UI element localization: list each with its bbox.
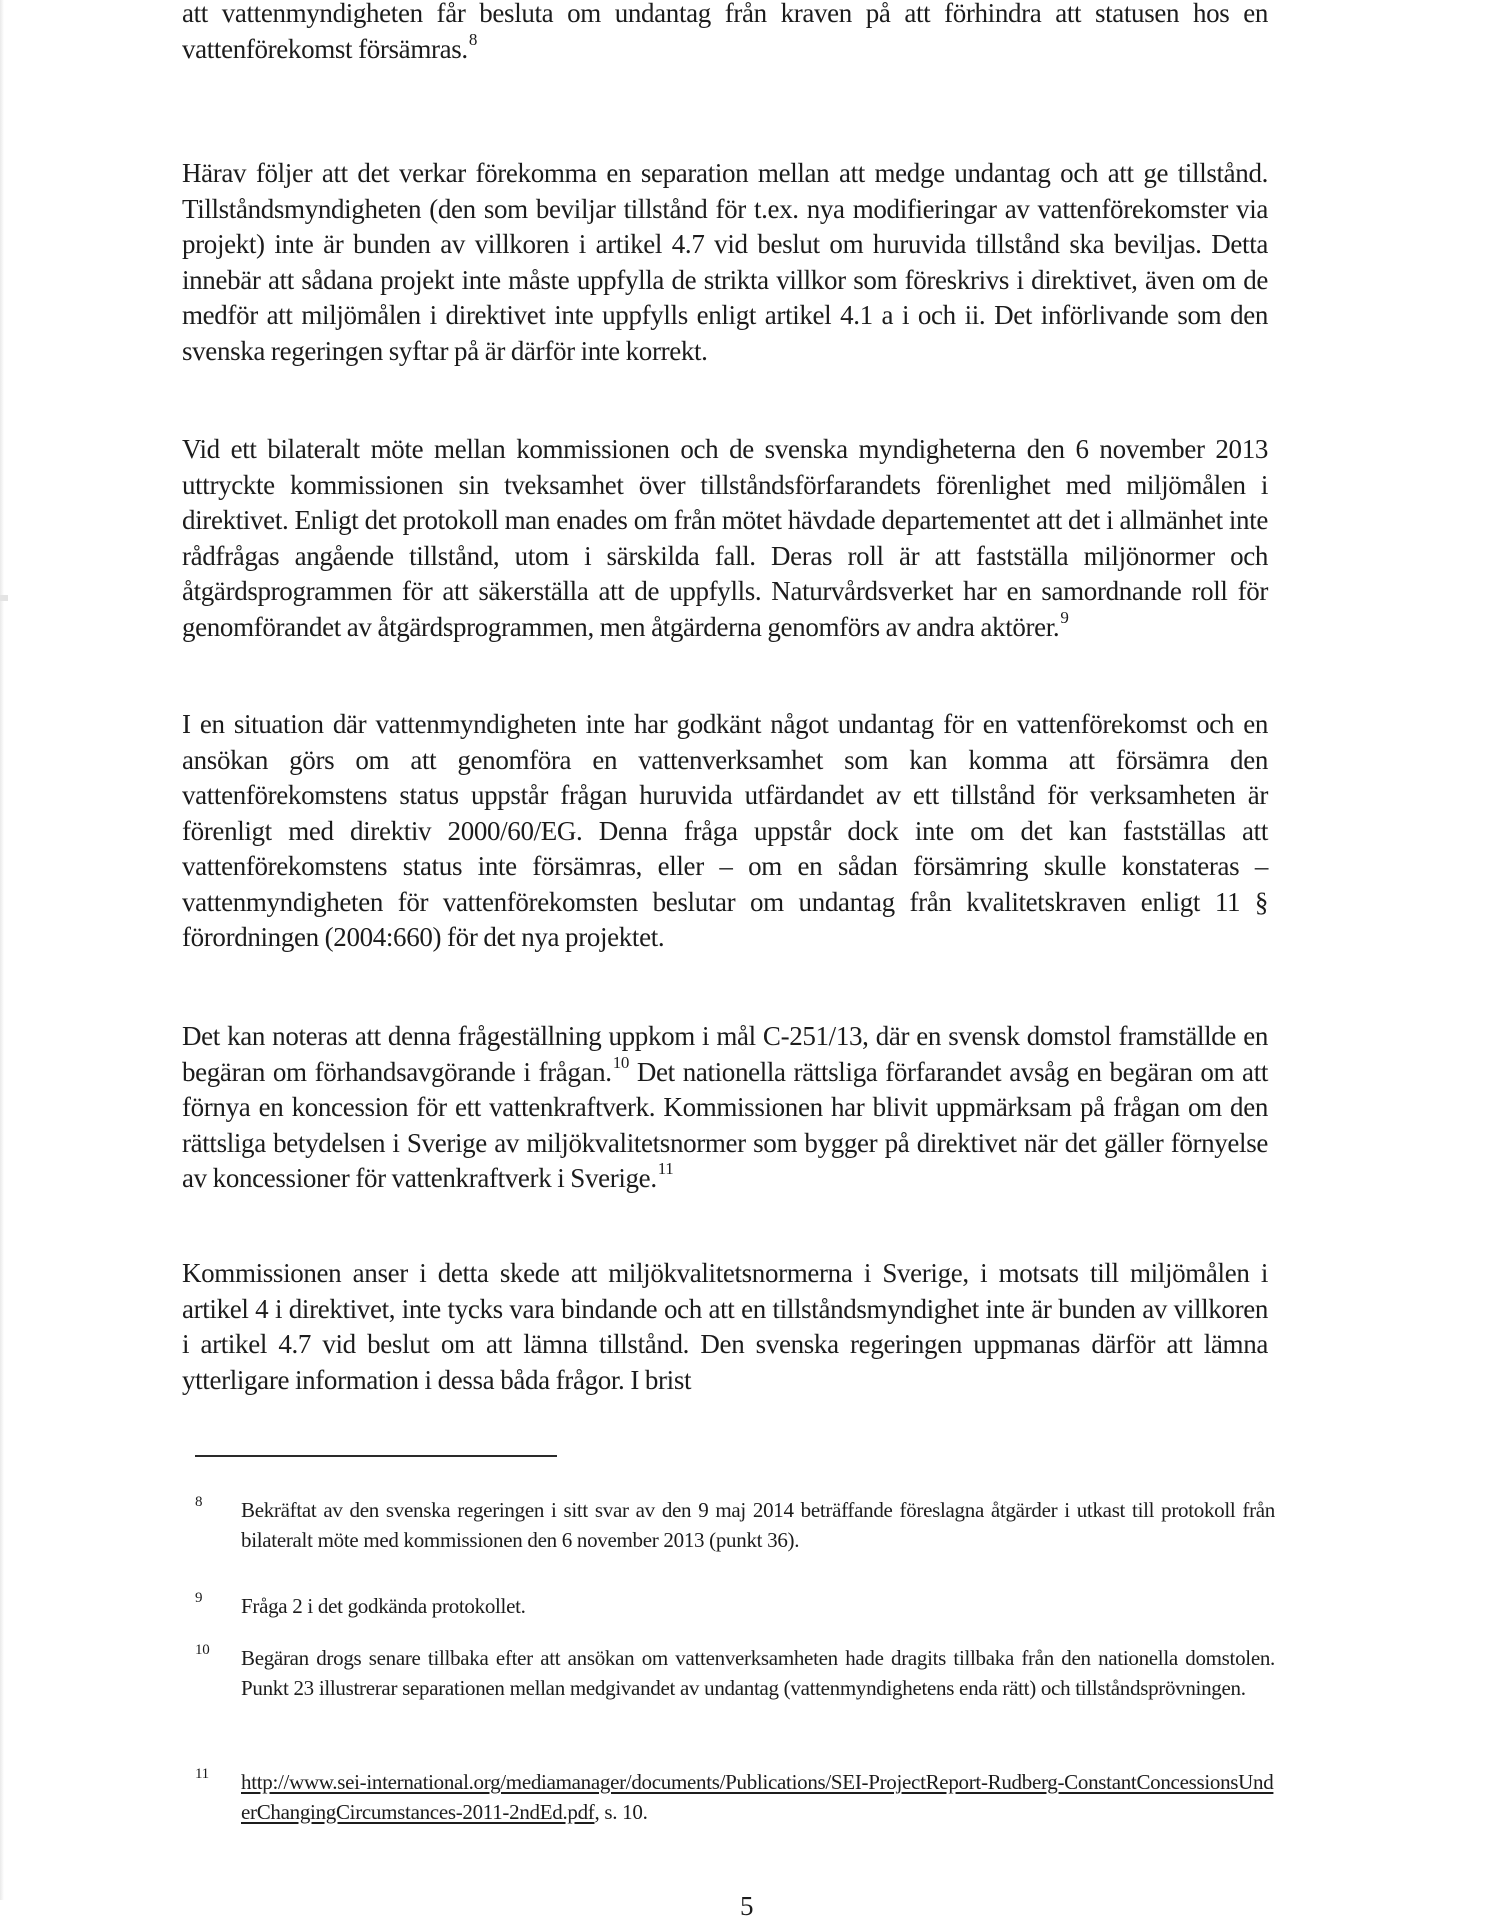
paragraph-text: Det nationella rättsliga förfarandet avsåg en begäran om att förnya en koncession för ett vattenkraftverk. Kommissionen har blivit uppmärksam på frågan om den rättsliga betydelsen i Sverige av miljökvalitetsnormer som bygger på direktivet när det gäller förnyelse av koncessioner för vattenkraftverk i Sverige. <box>182 1056 1268 1193</box>
footnote-number: 8 <box>195 1494 203 1510</box>
paragraph <box>182 156 1268 369</box>
scan-edge-shadow <box>0 0 4 1900</box>
footnote-number: 10 <box>195 1642 210 1658</box>
footnote-text: Begäran drogs senare tillbaka efter att ansökan om vattenverksamheten hade dragits tillbaka från den nationella domstolen. Punkt 23 illustrerar separationen mellan medgivandet av undantag (vattenmyndighetens enda rätt) och tillståndsprövningen. <box>241 1646 1275 1700</box>
footnote-ref-11[interactable]: 11 <box>657 1159 674 1178</box>
paragraph-text: Härav följer att det verkar förekomma en separation mellan att medge undantag och att ge tillstånd. Tillståndsmyndigheten (den som beviljar tillstånd för t.ex. nya modifieringar av vattenförekomster via projekt) inte är bunden av villkoren i artikel 4.7 vid beslut om huruvida tillstånd ska beviljas. Detta innebär att sådana projekt inte måste uppfylla de strikta villkor som föreskrivs i direktivet, även om de medför att miljömålen i direktivet inte uppfylls enligt artikel 4.1 a i och ii. Det införlivande som den svenska regeringen syftar på är därför inte korrekt. <box>182 158 1268 366</box>
footnote-number: 11 <box>195 1766 209 1782</box>
footnote-9 <box>195 1592 1275 1622</box>
paragraph-bilateral-meeting <box>182 432 1268 645</box>
page-number: 5 <box>740 1891 754 1921</box>
paragraph-text: att vattenmyndigheten får besluta om undantag från kraven på att förhindra att statusen hos en vattenförekomst försämras. <box>182 0 1268 64</box>
scan-artifact <box>0 595 8 601</box>
paragraph <box>182 1256 1268 1398</box>
footnote-11 <box>195 1768 1275 1827</box>
footnote-separator <box>195 1455 557 1457</box>
paragraph <box>182 1019 1268 1197</box>
sei-report-link[interactable]: http://www.sei-international.org/mediamanager/documents/Publications/SEI-ProjectReport-Rudberg-ConstantConcessionsUnderChangingCircumstances-2011-2ndEd.pdf <box>241 1770 1274 1824</box>
footnote-suffix: , s. 10. <box>594 1799 648 1824</box>
footnote-10 <box>195 1644 1275 1703</box>
paragraph-text: Det kan noteras att denna frågeställning uppkom i mål C-251/13, där en svensk domstol framställde en begäran om förhandsavgörande i frågan. <box>182 1021 1268 1087</box>
footnote-ref-8[interactable]: 8 <box>468 29 477 49</box>
footnote-8 <box>195 1496 1275 1555</box>
footnote-ref-10[interactable]: 10 <box>612 1052 630 1072</box>
paragraph-continuation <box>182 0 1268 67</box>
paragraph-case-c-251-13 <box>182 1019 1268 1197</box>
paragraph-separation <box>182 156 1268 369</box>
paragraph-text: Kommissionen anser i detta skede att miljökvalitetsnormerna i Sverige, i motsats till miljömålen i artikel 4 i direktivet, inte tycks vara bindande och att en tillståndsmyndighet inte är bunden av villkoren i artikel 4.7 vid beslut om att lämna tillstånd. Den svenska regeringen uppmanas därför att lämna ytterligare information i dessa båda frågor. I brist <box>182 1258 1268 1395</box>
footnote-text <box>241 1768 1275 1827</box>
footnote-text: Bekräftat av den svenska regeringen i sitt svar av den 9 maj 2014 beträffande föreslagna åtgärder i utkast till protokoll från bilateralt möte med kommissionen den 6 november 2013 (punkt 36). <box>241 1498 1275 1552</box>
paragraph-commission-view <box>182 1256 1268 1398</box>
paragraph <box>182 432 1268 645</box>
footnote-ref-9[interactable]: 9 <box>1060 607 1069 627</box>
paragraph-text: I en situation där vattenmyndigheten inte har godkänt något undantag för en vattenförekomst och en ansökan görs om att genomföra en vattenverksamhet som kan komma att försämra den vattenförekomstens status uppstår frågan huruvida utfärdandet av ett tillstånd för verksamheten är förenligt med direktiv 2000/60/EG. Denna fråga uppstår dock inte om det kan fastställas att vattenförekomstens status inte försämras, eller – om en sådan försämring skulle konstateras – vattenmyndigheten för vattenförekomsten beslutar om undantag från kvalitetskraven enligt 11 § förordningen (2004:660) för det nya projektet. <box>182 709 1268 952</box>
footnote-text: Fråga 2 i det godkända protokollet. <box>241 1594 526 1618</box>
paragraph <box>182 707 1268 956</box>
paragraph-situation <box>182 707 1268 956</box>
footnote-number: 9 <box>195 1590 203 1606</box>
paragraph-text: Vid ett bilateralt möte mellan kommissionen och de svenska myndigheterna den 6 november 2013 uttryckte kommissionen sin tveksamhet över tillståndsförfarandets förenlighet med miljömålen i direktivet. Enligt det protokoll man enades om från mötet hävdade departementet att det i allmänhet inte rådfrågas angående tillstånd, utom i särskilda fall. Deras roll är att fastställa miljönormer och åtgärdsprogrammen för att säkerställa att de uppfylls. Naturvårdsverket har en samordnande roll för genomförandet av åtgärdsprogrammen, men åtgärderna genomförs av andra aktörer. <box>182 434 1268 642</box>
paragraph <box>182 0 1268 67</box>
